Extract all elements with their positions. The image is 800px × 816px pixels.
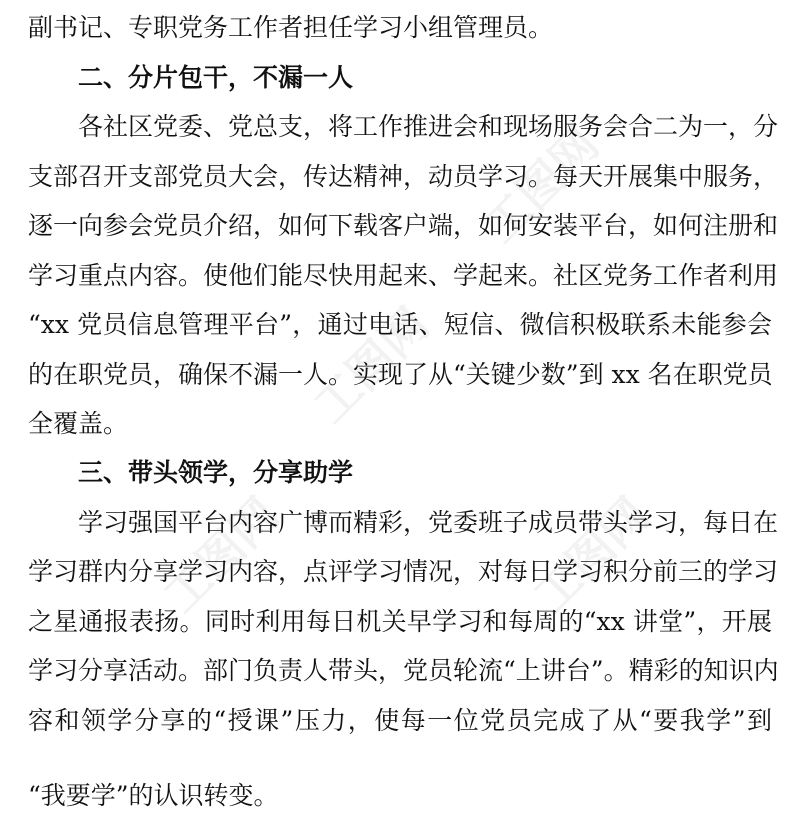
paragraph-line: “我要学”的认识转变。 xyxy=(28,781,279,810)
paragraph-line: 各社区党委、党总支，将工作推进会和现场服务会合二为一，分 xyxy=(78,112,779,141)
paragraph-line: 学习强国平台内容广博而精彩，党委班子成员带头学习，每日在 xyxy=(78,508,779,537)
watermark: 工图网 xyxy=(523,487,660,624)
paragraph-line: 副书记、专职党务工作者担任学习小组管理员。 xyxy=(28,13,554,42)
paragraph-line: 逐一向参会党员介绍，如何下载客户端，如何安装平台，如何注册和 xyxy=(28,211,779,240)
paragraph-line: 支部召开支部党员大会，传达精神，动员学习。每天开展集中服务， xyxy=(28,162,779,191)
paragraph-line: 学习群内分享学习内容，点评学习情况，对每日学习积分前三的学习 xyxy=(28,557,779,586)
paragraph-line: “xx 党员信息管理平台”，通过电话、短信、微信积极联系未能参会 xyxy=(28,310,772,339)
watermark: 工图网 xyxy=(473,117,610,254)
paragraph-line: 容和领学分享的“授课”压力，使每一位党员完成了从“要我学”到 xyxy=(28,706,772,735)
section-heading-2: 二、分片包干，不漏一人 xyxy=(78,63,354,92)
paragraph-line: 学习重点内容。使他们能尽快用起来、学起来。社区党务工作者利用 xyxy=(28,261,779,290)
watermark: 工图网 xyxy=(153,487,290,624)
paragraph-line: 的在职党员，确保不漏一人。实现了从“关键少数”到 xx 名在职党员 xyxy=(28,360,773,389)
paragraph-line: 之星通报表扬。同时利用每日机关早学习和每周的“xx 讲堂”，开展 xyxy=(28,607,772,636)
watermark: 工图网 xyxy=(303,297,440,434)
section-heading-3: 三、带头领学，分享助学 xyxy=(78,458,354,487)
paragraph-line: 学习分享活动。部门负责人带头，党员轮流“上讲台”。精彩的知识内 xyxy=(28,656,779,685)
paragraph-line: 全覆盖。 xyxy=(28,409,129,438)
